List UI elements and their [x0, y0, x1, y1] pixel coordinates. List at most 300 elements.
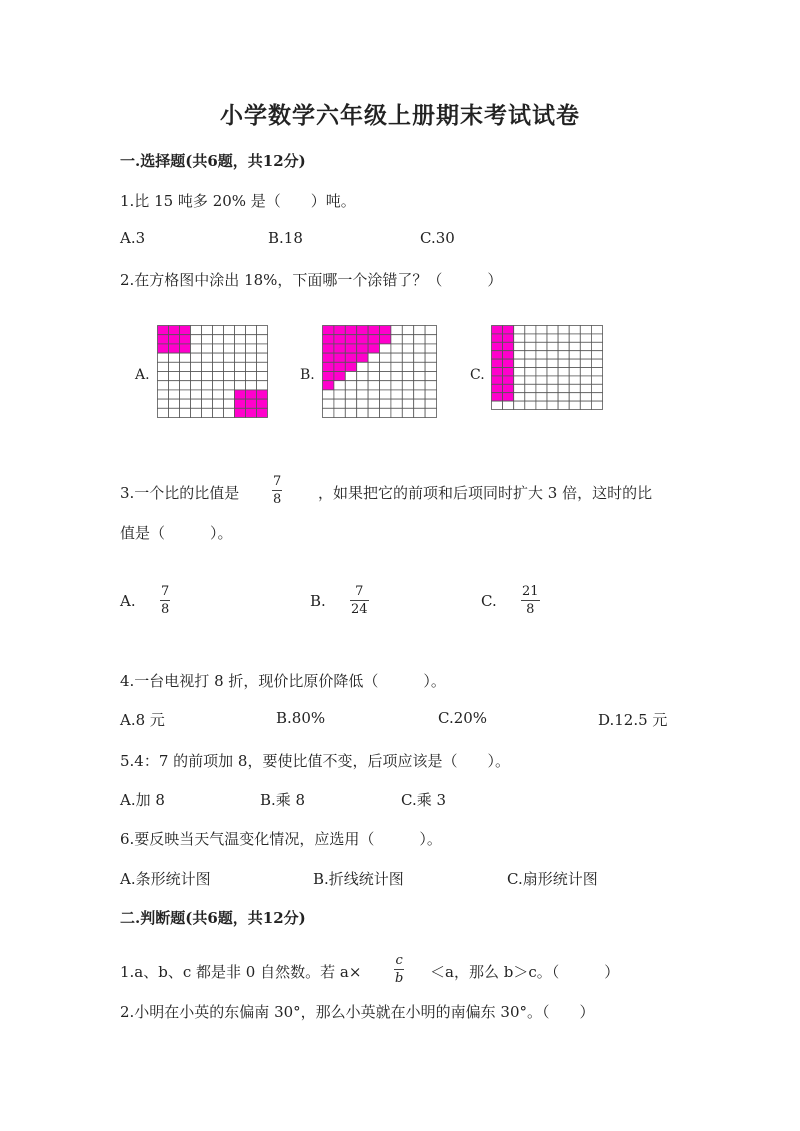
grid-cell — [180, 399, 191, 408]
grid-cell-filled — [492, 351, 503, 359]
grid-cell-filled — [345, 353, 356, 362]
fraction-bar — [521, 600, 540, 601]
grid-cell — [591, 393, 602, 401]
grid-cell — [558, 342, 569, 350]
grid-cell — [514, 384, 525, 392]
grid-cell — [368, 408, 379, 417]
grid-cell — [368, 381, 379, 390]
grid-cell-filled — [246, 408, 257, 417]
grid-cell — [202, 399, 213, 408]
question-4: 4.一台电视打 8 折，现价比原价降低（ ）。 — [120, 672, 446, 690]
grid-cell — [213, 326, 224, 335]
question-2: 2.在方格图中涂出 18%，下面哪一个涂错了？（ ） — [120, 271, 503, 289]
grid-cell — [191, 353, 202, 362]
grid-cell — [547, 351, 558, 359]
grid-cell-filled — [357, 326, 368, 335]
grid-cell — [213, 353, 224, 362]
grid-cell — [525, 326, 536, 334]
grid-cell — [180, 353, 191, 362]
grid-cell — [213, 408, 224, 417]
grid-cell-filled — [158, 335, 169, 344]
grid-cell — [569, 368, 580, 376]
grid-cell — [569, 342, 580, 350]
q3-option-b-label[interactable]: B. — [310, 592, 326, 610]
grid-cell — [580, 334, 591, 342]
q6-option-c[interactable]: C.扇形统计图 — [507, 870, 598, 888]
grid-cell — [169, 408, 180, 417]
grid-cell-filled — [503, 368, 514, 376]
grid-cell — [547, 368, 558, 376]
grid-cell — [224, 353, 235, 362]
grid-cell — [180, 390, 191, 399]
page-title: 小学数学六年级上册期末考试试卷 — [220, 102, 580, 129]
grid-cell — [536, 368, 547, 376]
grid-cell — [246, 344, 257, 353]
grid-cell-filled — [492, 359, 503, 367]
grid-cell — [169, 362, 180, 371]
grid-cell-filled — [334, 326, 345, 335]
q3-option-c-numerator: 21 — [522, 584, 539, 599]
grid-cell — [402, 399, 413, 408]
grid-cell — [558, 393, 569, 401]
grid-cell — [246, 362, 257, 371]
grid-cell — [380, 344, 391, 353]
grid-cell — [368, 362, 379, 371]
grid-cell-filled — [334, 353, 345, 362]
grid-cell — [591, 326, 602, 334]
grid-cell — [402, 390, 413, 399]
grid-cell — [246, 326, 257, 335]
grid-b-label: B. — [300, 367, 315, 383]
grid-cell — [391, 372, 402, 381]
grid-cell — [547, 376, 558, 384]
grid-cell — [391, 326, 402, 335]
grid-cell — [525, 376, 536, 384]
grid-cell — [536, 376, 547, 384]
grid-cell-filled — [246, 390, 257, 399]
grid-cell — [235, 381, 246, 390]
grid-cell — [357, 390, 368, 399]
q4-option-c[interactable]: C.20% — [438, 709, 488, 727]
grid-cell — [525, 393, 536, 401]
grid-cell — [414, 390, 425, 399]
grid-cell — [213, 390, 224, 399]
grid-cell — [591, 334, 602, 342]
grid-cell — [547, 384, 558, 392]
q3-option-a-fraction[interactable] — [160, 584, 170, 617]
grid-cell — [191, 335, 202, 344]
section-heading-judge: 二.判断题(共6题，共12分) — [120, 909, 306, 927]
grid-cell — [425, 381, 436, 390]
grid-cell — [202, 408, 213, 417]
grid-cell — [402, 326, 413, 335]
q3-option-a-numerator: 7 — [161, 584, 170, 599]
grid-cell — [158, 381, 169, 390]
question-3-part1: 3.一个比的比值是 — [120, 484, 240, 502]
judge-1-part2: ＜a，那么 b＞c。（ ） — [430, 963, 620, 981]
q3-option-a-label[interactable]: A. — [120, 592, 136, 610]
grid-cell — [257, 362, 268, 371]
grid-cell — [357, 372, 368, 381]
grid-cell — [569, 351, 580, 359]
judge-1-numerator: c — [395, 953, 403, 968]
grid-cell — [246, 335, 257, 344]
grid-cell-filled — [323, 362, 334, 371]
grid-cell — [235, 344, 246, 353]
grid-cell-filled — [357, 344, 368, 353]
grid-cell-filled — [380, 326, 391, 335]
grid-cell — [257, 344, 268, 353]
grid-cell — [368, 399, 379, 408]
q5-option-a[interactable]: A.加 8 — [120, 791, 165, 809]
grid-cell — [525, 342, 536, 350]
grid-cell — [191, 362, 202, 371]
grid-cell — [158, 362, 169, 371]
grid-cell — [169, 381, 180, 390]
grid-a-label: A. — [135, 367, 150, 383]
grid-cell — [213, 399, 224, 408]
grid-cell — [525, 368, 536, 376]
grid-cell — [525, 401, 536, 409]
grid-cell — [536, 326, 547, 334]
grid-cell — [180, 372, 191, 381]
grid-cell — [246, 353, 257, 362]
grid-cell-filled — [257, 390, 268, 399]
grid-cell-filled — [503, 342, 514, 350]
grid-cell — [414, 381, 425, 390]
q3-option-b-fraction[interactable] — [350, 584, 369, 617]
grid-cell — [169, 399, 180, 408]
grid-cell-filled — [169, 326, 180, 335]
grid-cell — [591, 351, 602, 359]
grid-cell-filled — [368, 344, 379, 353]
grid-cell-filled — [334, 344, 345, 353]
grid-cell — [380, 353, 391, 362]
grid-cell — [323, 390, 334, 399]
grid-cell-filled — [503, 326, 514, 334]
grid-cell — [202, 390, 213, 399]
grid-cell-filled — [492, 326, 503, 334]
grid-cell-filled — [158, 326, 169, 335]
fraction-bar — [394, 969, 404, 970]
fraction-bar — [160, 600, 170, 601]
grid-cell — [334, 408, 345, 417]
grid-cell-filled — [158, 344, 169, 353]
grid-cell — [202, 344, 213, 353]
grid-cell — [202, 353, 213, 362]
grid-cell — [580, 384, 591, 392]
grid-cell — [368, 353, 379, 362]
q3-option-b-numerator: 7 — [355, 584, 364, 599]
question-5: 5.4：7 的前项加 8，要使比值不变，后项应该是（ ）。 — [120, 752, 510, 770]
grid-cell — [503, 401, 514, 409]
grid-cell-filled — [235, 399, 246, 408]
q3-fraction-denominator: 8 — [273, 492, 282, 507]
grid-cell — [235, 372, 246, 381]
grid-cell — [257, 326, 268, 335]
grid-cell — [380, 390, 391, 399]
grid-cell — [414, 326, 425, 335]
grid-cell — [569, 334, 580, 342]
grid-cell — [580, 368, 591, 376]
grid-cell — [224, 326, 235, 335]
grid-cell — [591, 384, 602, 392]
grid-cell — [580, 351, 591, 359]
q4-option-b[interactable]: B.80% — [276, 709, 326, 727]
grid-c-figure[interactable] — [491, 325, 604, 411]
grid-cell — [547, 401, 558, 409]
grid-cell-filled — [503, 359, 514, 367]
grid-cell — [558, 326, 569, 334]
judge-1-part1: 1.a、b、c 都是非 0 自然数。若 a× — [120, 963, 362, 981]
grid-cell — [191, 381, 202, 390]
grid-cell — [569, 401, 580, 409]
grid-cell — [191, 344, 202, 353]
q1-option-a[interactable]: A.3 — [120, 229, 146, 247]
grid-cell — [525, 334, 536, 342]
grid-cell — [402, 335, 413, 344]
grid-cell — [558, 376, 569, 384]
grid-cell — [391, 381, 402, 390]
grid-cell-filled — [345, 362, 356, 371]
grid-cell-filled — [368, 335, 379, 344]
grid-cell-filled — [357, 353, 368, 362]
grid-cell-filled — [357, 335, 368, 344]
question-6: 6.要反映当天气温变化情况，应选用（ ）。 — [120, 830, 442, 848]
grid-cell — [591, 376, 602, 384]
grid-cell — [425, 362, 436, 371]
grid-cell — [391, 362, 402, 371]
grid-cell — [536, 351, 547, 359]
grid-cell — [514, 334, 525, 342]
judge-1-fraction — [394, 953, 404, 986]
grid-cell — [380, 399, 391, 408]
judge-1-denominator: b — [395, 971, 404, 986]
grid-cell-filled — [492, 384, 503, 392]
grid-cell — [180, 381, 191, 390]
grid-cell — [514, 393, 525, 401]
grid-cell — [391, 335, 402, 344]
grid-cell — [514, 376, 525, 384]
grid-cell — [547, 326, 558, 334]
grid-cell — [402, 353, 413, 362]
grid-cell — [158, 390, 169, 399]
grid-cell — [334, 390, 345, 399]
grid-cell-filled — [492, 368, 503, 376]
grid-cell-filled — [334, 372, 345, 381]
grid-cell-filled — [492, 342, 503, 350]
grid-cell-filled — [345, 344, 356, 353]
q1-option-c[interactable]: C.30 — [420, 229, 455, 247]
question-3-part2: ，如果把它的前项和后项同时扩大 3 倍，这时的比 — [318, 484, 653, 502]
grid-cell — [357, 381, 368, 390]
grid-cell — [402, 344, 413, 353]
grid-cell — [558, 351, 569, 359]
grid-cell-filled — [492, 393, 503, 401]
q3-option-b-denominator: 24 — [351, 602, 368, 617]
grid-cell — [580, 326, 591, 334]
grid-cell-filled — [180, 326, 191, 335]
grid-cell — [380, 408, 391, 417]
grid-cell — [569, 376, 580, 384]
q5-option-c[interactable]: C.乘 3 — [401, 791, 447, 809]
grid-cell — [425, 408, 436, 417]
grid-cell — [180, 408, 191, 417]
grid-cell — [591, 368, 602, 376]
fraction-bar — [272, 490, 282, 491]
grid-cell — [158, 353, 169, 362]
q3-option-c-denominator: 8 — [526, 602, 535, 617]
grid-cell — [525, 384, 536, 392]
grid-cell — [169, 390, 180, 399]
grid-cell — [257, 372, 268, 381]
grid-cell — [169, 372, 180, 381]
grid-cell — [202, 362, 213, 371]
grid-cell — [536, 342, 547, 350]
grid-cell — [224, 372, 235, 381]
q1-option-b[interactable]: B.18 — [268, 229, 303, 247]
grid-cell — [492, 401, 503, 409]
grid-cell — [169, 353, 180, 362]
grid-cell — [213, 335, 224, 344]
question-3-line2: 值是（ ）。 — [120, 524, 233, 542]
grid-cell — [425, 372, 436, 381]
grid-cell — [547, 334, 558, 342]
grid-cell-filled — [257, 399, 268, 408]
grid-cell — [569, 326, 580, 334]
grid-cell — [334, 381, 345, 390]
grid-cell — [380, 381, 391, 390]
grid-cell — [402, 372, 413, 381]
grid-cell — [569, 393, 580, 401]
q6-option-b[interactable]: B.折线统计图 — [313, 870, 404, 888]
grid-cell-filled — [334, 335, 345, 344]
grid-cell — [580, 401, 591, 409]
grid-cell — [357, 362, 368, 371]
grid-cell — [380, 372, 391, 381]
grid-cell — [224, 344, 235, 353]
grid-cell — [246, 372, 257, 381]
grid-cell — [191, 372, 202, 381]
grid-cell-filled — [323, 326, 334, 335]
q3-option-a-denominator: 8 — [161, 602, 170, 617]
grid-cell-filled — [345, 335, 356, 344]
grid-cell — [235, 335, 246, 344]
grid-cell — [345, 381, 356, 390]
grid-cell — [213, 372, 224, 381]
fraction-bar — [350, 600, 369, 601]
grid-cell — [414, 408, 425, 417]
grid-cell — [536, 384, 547, 392]
grid-cell — [224, 381, 235, 390]
grid-cell — [591, 342, 602, 350]
grid-cell — [391, 390, 402, 399]
grid-cell — [224, 390, 235, 399]
q3-option-c-label[interactable]: C. — [481, 592, 497, 610]
grid-cell — [569, 359, 580, 367]
grid-cell — [425, 326, 436, 335]
grid-cell — [414, 353, 425, 362]
grid-cell — [580, 393, 591, 401]
grid-cell — [191, 408, 202, 417]
q4-option-a[interactable]: A.8 元 — [120, 711, 165, 729]
grid-cell — [202, 326, 213, 335]
q6-option-a[interactable]: A.条形统计图 — [120, 870, 211, 888]
grid-cell — [414, 362, 425, 371]
grid-cell — [591, 359, 602, 367]
grid-cell — [345, 399, 356, 408]
grid-b-figure[interactable] — [322, 325, 438, 419]
grid-cell — [402, 381, 413, 390]
q3-option-c-fraction[interactable] — [521, 584, 540, 617]
q4-option-d[interactable]: D.12.5 元 — [598, 711, 668, 729]
grid-cell-filled — [257, 408, 268, 417]
grid-cell-filled — [323, 353, 334, 362]
grid-cell — [514, 368, 525, 376]
section-heading-choice: 一.选择题(共6题，共12分) — [120, 152, 306, 170]
grid-cell — [514, 342, 525, 350]
grid-cell — [357, 399, 368, 408]
grid-cell — [547, 393, 558, 401]
grid-cell — [235, 353, 246, 362]
grid-cell — [536, 393, 547, 401]
grid-cell — [569, 384, 580, 392]
grid-cell — [202, 372, 213, 381]
grid-cell — [158, 399, 169, 408]
grid-cell — [391, 408, 402, 417]
grid-cell-filled — [180, 335, 191, 344]
grid-cell — [536, 359, 547, 367]
grid-cell — [213, 362, 224, 371]
grid-cell — [402, 408, 413, 417]
grid-cell — [514, 401, 525, 409]
q3-fraction — [272, 474, 282, 507]
grid-cell-filled — [169, 335, 180, 344]
q5-option-b[interactable]: B.乘 8 — [260, 791, 306, 809]
grid-cell-filled — [323, 344, 334, 353]
grid-cell — [191, 326, 202, 335]
grid-cell-filled — [503, 393, 514, 401]
question-1: 1.比 15 吨多 20% 是（ ）吨。 — [120, 192, 356, 210]
q3-fraction-numerator: 7 — [273, 474, 282, 489]
grid-cell — [547, 342, 558, 350]
grid-cell — [425, 399, 436, 408]
grid-cell — [591, 401, 602, 409]
grid-cell — [202, 381, 213, 390]
grid-cell-filled — [492, 334, 503, 342]
grid-cell — [345, 390, 356, 399]
grid-cell — [425, 353, 436, 362]
grid-cell-filled — [345, 326, 356, 335]
grid-cell — [235, 326, 246, 335]
grid-cell — [514, 359, 525, 367]
grid-cell — [580, 342, 591, 350]
grid-cell — [558, 359, 569, 367]
grid-cell-filled — [323, 372, 334, 381]
grid-cell-filled — [334, 362, 345, 371]
grid-a-figure[interactable] — [157, 325, 269, 419]
grid-cell-filled — [323, 381, 334, 390]
grid-cell — [380, 362, 391, 371]
grid-cell — [536, 334, 547, 342]
grid-cell — [414, 344, 425, 353]
grid-cell — [558, 384, 569, 392]
grid-cell — [391, 399, 402, 408]
grid-cell — [525, 359, 536, 367]
grid-cell-filled — [169, 344, 180, 353]
grid-cell-filled — [368, 326, 379, 335]
grid-cell — [425, 335, 436, 344]
